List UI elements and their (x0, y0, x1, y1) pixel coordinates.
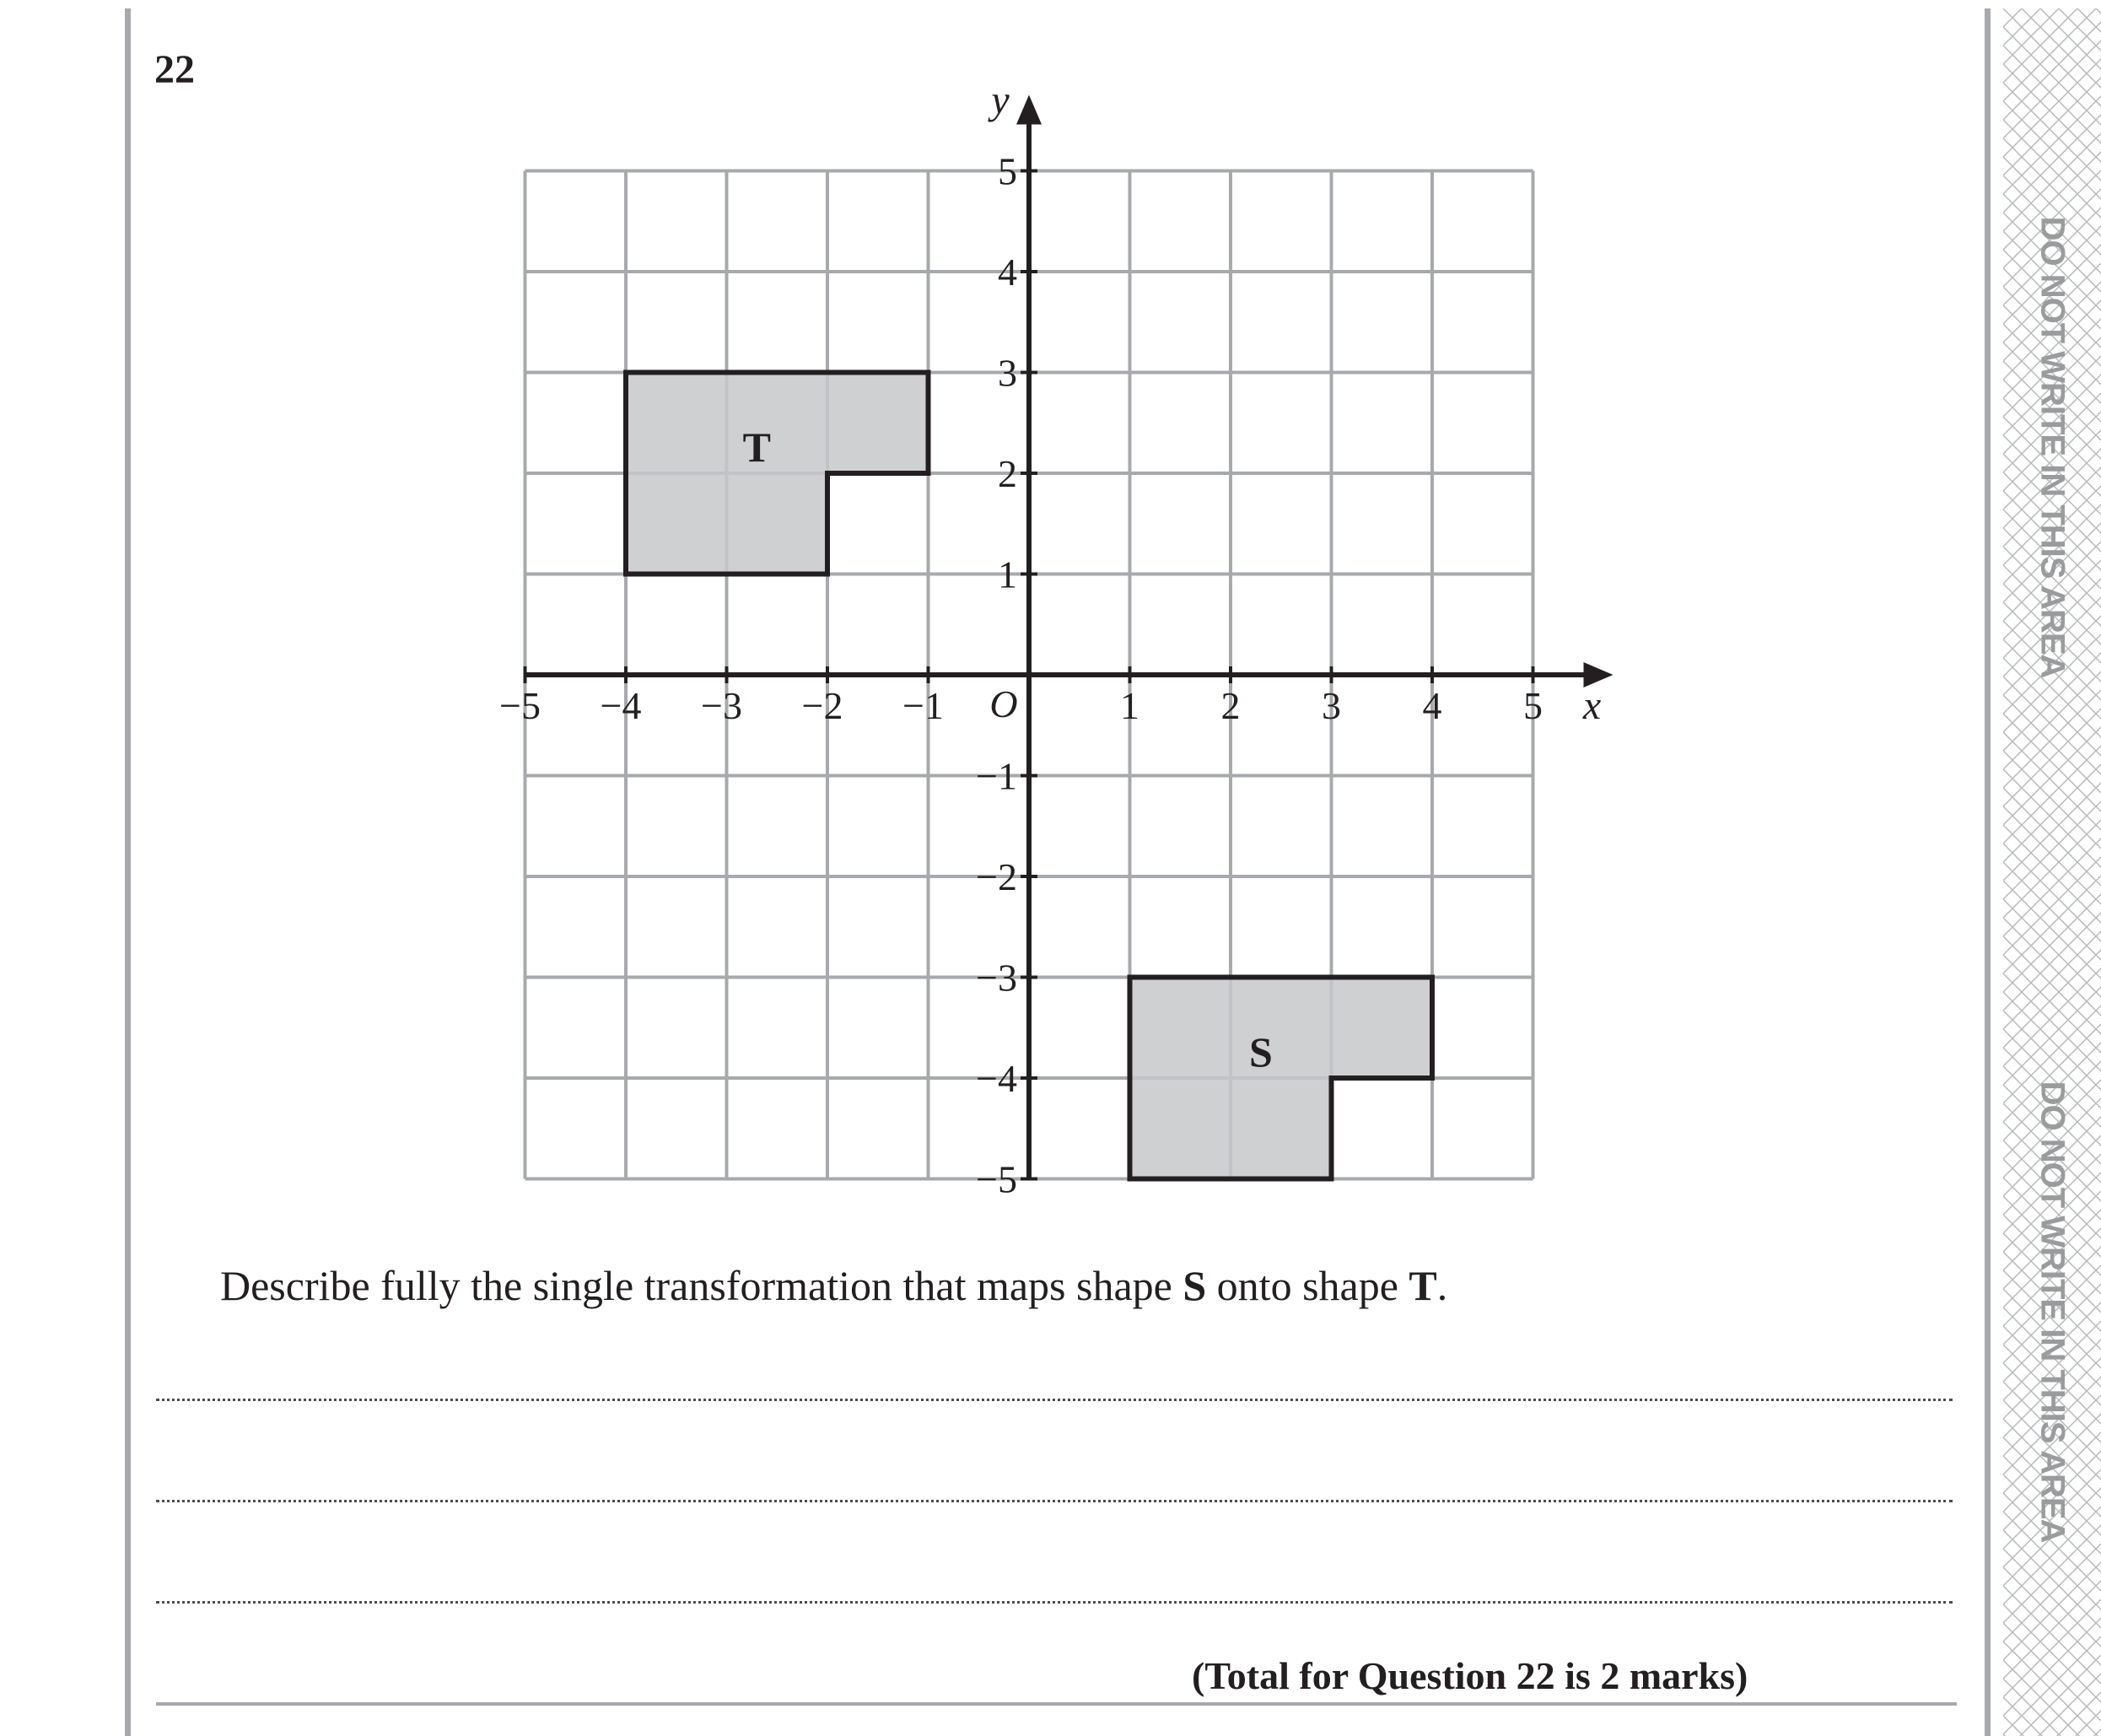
total-marks: (Total for Question 22 is 2 marks) (1192, 1654, 1748, 1697)
y-axis-arrow (1016, 95, 1042, 125)
y-tick-label: −2 (976, 855, 1017, 898)
answer-line-3[interactable] (156, 1601, 1953, 1604)
x-tick-label: −2 (801, 684, 843, 727)
x-tick-label: 4 (1422, 684, 1442, 727)
y-axis-label: y (991, 84, 1010, 123)
x-tick-label: −4 (600, 684, 642, 727)
y-tick-label: −3 (976, 956, 1017, 1000)
x-axis-label: x (1582, 683, 1602, 728)
x-tick-label: −3 (701, 684, 742, 727)
question-text-start: Describe fully the single transformation that maps shape (220, 1262, 1183, 1309)
question-text-middle: onto shape (1206, 1262, 1409, 1309)
shape-t-label: T (742, 423, 772, 472)
bottom-rule (156, 1702, 1957, 1706)
coordinate-grid (489, 84, 1653, 1232)
question-text-end: . (1436, 1262, 1448, 1309)
y-tick-label: −1 (976, 754, 1017, 798)
x-tick-label: −1 (902, 684, 944, 727)
y-tick-label: −4 (976, 1057, 1017, 1100)
shape-t-reference: T (1409, 1262, 1437, 1309)
x-tick-label: 3 (1322, 684, 1341, 727)
x-tick-label: −5 (499, 684, 541, 727)
answer-line-1[interactable] (156, 1399, 1953, 1401)
origin-label: O (989, 682, 1018, 725)
y-tick-label: 4 (998, 251, 1017, 294)
question-text (220, 1261, 1447, 1310)
x-tick-label: 1 (1120, 684, 1139, 727)
right-margin-bar (1985, 8, 1991, 1736)
y-tick-label: 5 (998, 149, 1017, 193)
y-tick-label: 3 (998, 351, 1017, 395)
shape-s-label: S (1248, 1028, 1273, 1076)
left-margin-bar (125, 8, 131, 1736)
answer-line-2[interactable] (156, 1500, 1953, 1502)
y-tick-label: 2 (998, 452, 1017, 495)
y-tick-label: 1 (998, 553, 1017, 596)
y-tick-label: −5 (976, 1157, 1017, 1201)
question-number: 22 (154, 47, 195, 92)
shape-s-reference: S (1182, 1262, 1207, 1309)
x-tick-label: 2 (1220, 684, 1241, 727)
x-tick-label: 5 (1523, 684, 1543, 727)
